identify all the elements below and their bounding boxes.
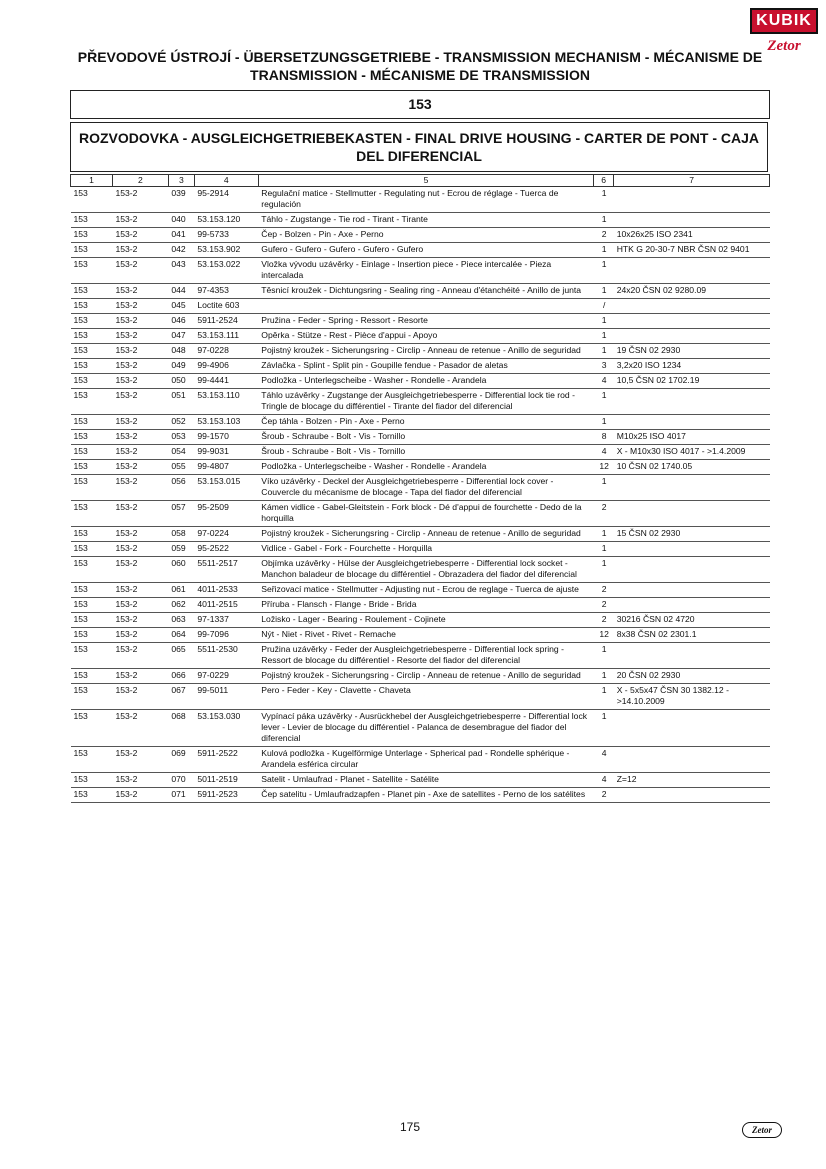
cell-part-number: 97-1337	[194, 613, 258, 628]
cell-quantity: 1	[594, 187, 614, 213]
cell-subgroup: 153-2	[112, 583, 168, 598]
column-header: 6	[594, 175, 614, 187]
table-row	[71, 598, 770, 613]
cell-note	[614, 747, 770, 773]
section-title-line1: ROZVODOVKA - AUSGLEICHGETRIEBEKASTEN - FINAL DRIVE HOUSING - CARTER DE PONT - CAJA	[78, 130, 760, 146]
cell-group: 153	[71, 710, 113, 747]
cell-note	[614, 314, 770, 329]
cell-description: Pojistný kroužek - Sicherungsring - Circlip - Anneau de retenue - Anillo de seguridad	[258, 344, 593, 359]
cell-description: Víko uzávěrky - Deckel der Ausgleichgetriebesperre - Differential lock cover - Couvercle du mécanisme de blocage - Tapa del fiador del diferencial	[258, 475, 593, 501]
cell-subgroup: 153-2	[112, 773, 168, 788]
cell-position: 051	[168, 389, 194, 415]
cell-subgroup: 153-2	[112, 213, 168, 228]
cell-quantity: 2	[594, 583, 614, 598]
table-row	[71, 359, 770, 374]
cell-position: 043	[168, 258, 194, 284]
cell-quantity: 2	[594, 598, 614, 613]
group-number: 153	[70, 90, 770, 119]
cell-part-number: 4011-2533	[194, 583, 258, 598]
cell-subgroup: 153-2	[112, 628, 168, 643]
column-header: 4	[194, 175, 258, 187]
cell-subgroup: 153-2	[112, 415, 168, 430]
cell-part-number: 53.153.111	[194, 329, 258, 344]
cell-part-number: 99-5733	[194, 228, 258, 243]
cell-subgroup: 153-2	[112, 359, 168, 374]
table-row	[71, 613, 770, 628]
cell-position: 067	[168, 684, 194, 710]
cell-part-number: 53.153.015	[194, 475, 258, 501]
cell-description: Čep satelitu - Umlaufradzapfen - Planet pin - Axe de satellites - Perno de los satélites	[258, 788, 593, 803]
cell-note: M10x25 ISO 4017	[614, 430, 770, 445]
cell-subgroup: 153-2	[112, 613, 168, 628]
table-row	[71, 542, 770, 557]
cell-quantity: 4	[594, 445, 614, 460]
cell-part-number: 5011-2519	[194, 773, 258, 788]
cell-subgroup: 153-2	[112, 344, 168, 359]
cell-group: 153	[71, 669, 113, 684]
cell-subgroup: 153-2	[112, 475, 168, 501]
cell-subgroup: 153-2	[112, 684, 168, 710]
cell-quantity: 1	[594, 243, 614, 258]
cell-subgroup: 153-2	[112, 374, 168, 389]
cell-note: 19 ČSN 02 2930	[614, 344, 770, 359]
cell-group: 153	[71, 243, 113, 258]
cell-subgroup: 153-2	[112, 788, 168, 803]
cell-group: 153	[71, 598, 113, 613]
footer-zetor-logo: Zetor	[742, 1122, 782, 1138]
cell-subgroup: 153-2	[112, 557, 168, 583]
cell-quantity: 8	[594, 430, 614, 445]
cell-quantity: 1	[594, 643, 614, 669]
cell-description: Kulová podložka - Kugelförmige Unterlage - Spherical pad - Rondelle sphérique - Arandela esférica circular	[258, 747, 593, 773]
cell-part-number: 5511-2517	[194, 557, 258, 583]
table-row	[71, 329, 770, 344]
cell-part-number: 99-1570	[194, 430, 258, 445]
cell-part-number: 95-2509	[194, 501, 258, 527]
cell-part-number: 53.153.022	[194, 258, 258, 284]
zetor-logo: Zetor	[767, 38, 801, 54]
cell-quantity: 1	[594, 542, 614, 557]
cell-position: 055	[168, 460, 194, 475]
cell-subgroup: 153-2	[112, 187, 168, 213]
column-header: 5	[258, 175, 593, 187]
table-row	[71, 773, 770, 788]
cell-position: 052	[168, 415, 194, 430]
cell-description: Vypínací páka uzávěrky - Ausrückhebel der Ausgleichgetriebesperre - Differential lock lever - Levier de blocage du différentiel - Palanca de desembrague del fiador del diferencial	[258, 710, 593, 747]
table-row	[71, 710, 770, 747]
column-header: 3	[168, 175, 194, 187]
table-header-row	[71, 175, 770, 187]
cell-quantity: 1	[594, 710, 614, 747]
cell-description: Pružina uzávěrky - Feder der Ausgleichgetriebesperre - Differential lock spring - Ressort de blocage du différentiel - Resorte del fiador del diferencial	[258, 643, 593, 669]
column-header: 1	[71, 175, 113, 187]
cell-part-number: 97-0229	[194, 669, 258, 684]
cell-group: 153	[71, 527, 113, 542]
cell-group: 153	[71, 643, 113, 669]
cell-position: 040	[168, 213, 194, 228]
cell-description: Gufero - Gufero - Gufero - Gufero - Gufero	[258, 243, 593, 258]
cell-part-number: 53.153.110	[194, 389, 258, 415]
cell-quantity: 1	[594, 314, 614, 329]
cell-group: 153	[71, 773, 113, 788]
cell-subgroup: 153-2	[112, 527, 168, 542]
cell-note	[614, 542, 770, 557]
cell-group: 153	[71, 613, 113, 628]
cell-description: Regulační matice - Stellmutter - Regulating nut - Ecrou de réglage - Tuerca de regulación	[258, 187, 593, 213]
cell-subgroup: 153-2	[112, 243, 168, 258]
cell-position: 066	[168, 669, 194, 684]
cell-note: 10 ČSN 02 1740.05	[614, 460, 770, 475]
cell-note: 8x38 ČSN 02 2301.1	[614, 628, 770, 643]
cell-position: 064	[168, 628, 194, 643]
cell-part-number: 4011-2515	[194, 598, 258, 613]
cell-position: 070	[168, 773, 194, 788]
cell-quantity: 1	[594, 557, 614, 583]
cell-subgroup: 153-2	[112, 460, 168, 475]
cell-quantity: 1	[594, 344, 614, 359]
cell-subgroup: 153-2	[112, 710, 168, 747]
cell-quantity: 12	[594, 460, 614, 475]
cell-quantity: 1	[594, 669, 614, 684]
cell-note: 15 ČSN 02 2930	[614, 527, 770, 542]
cell-subgroup: 153-2	[112, 430, 168, 445]
cell-part-number: 99-5011	[194, 684, 258, 710]
cell-part-number: 53.153.103	[194, 415, 258, 430]
table-row	[71, 583, 770, 598]
page-title	[60, 48, 780, 84]
cell-quantity: 1	[594, 329, 614, 344]
cell-description: Vložka vývodu uzávěrky - Einlage - Insertion piece - Piece intercalée - Pieza intercalada	[258, 258, 593, 284]
cell-group: 153	[71, 329, 113, 344]
cell-description: Nýt - Niet - Rivet - Rivet - Remache	[258, 628, 593, 643]
cell-subgroup: 153-2	[112, 258, 168, 284]
cell-note	[614, 389, 770, 415]
cell-quantity: 4	[594, 773, 614, 788]
cell-quantity: 1	[594, 284, 614, 299]
cell-quantity: 1	[594, 258, 614, 284]
cell-description: Pojistný kroužek - Sicherungsring - Circlip - Anneau de retenue - Anillo de seguridad	[258, 669, 593, 684]
table-row	[71, 213, 770, 228]
cell-group: 153	[71, 628, 113, 643]
cell-group: 153	[71, 583, 113, 598]
table-row	[71, 557, 770, 583]
cell-position: 054	[168, 445, 194, 460]
cell-quantity: 2	[594, 501, 614, 527]
cell-subgroup: 153-2	[112, 542, 168, 557]
cell-description: Šroub - Schraube - Bolt - Vis - Tornillo	[258, 445, 593, 460]
cell-part-number: 99-9031	[194, 445, 258, 460]
cell-description: Táhlo uzávěrky - Zugstange der Ausgleichgetriebesperre - Differential lock tie rod - Tringle de blocage du différentiel - Tirante del fiador del diferencial	[258, 389, 593, 415]
cell-description: Podložka - Unterlegscheibe - Washer - Rondelle - Arandela	[258, 374, 593, 389]
cell-quantity: 1	[594, 527, 614, 542]
cell-subgroup: 153-2	[112, 747, 168, 773]
cell-part-number: 95-2522	[194, 542, 258, 557]
cell-part-number: 53.153.902	[194, 243, 258, 258]
table-row	[71, 243, 770, 258]
cell-subgroup: 153-2	[112, 643, 168, 669]
cell-position: 046	[168, 314, 194, 329]
cell-description: Závlačka - Splint - Split pin - Goupille fendue - Pasador de aletas	[258, 359, 593, 374]
cell-note	[614, 475, 770, 501]
cell-note: 10,5 ČSN 02 1702.19	[614, 374, 770, 389]
table-row	[71, 258, 770, 284]
cell-note	[614, 299, 770, 314]
table-row	[71, 669, 770, 684]
cell-part-number: Loctite 603	[194, 299, 258, 314]
cell-part-number: 99-7096	[194, 628, 258, 643]
cell-position: 063	[168, 613, 194, 628]
cell-group: 153	[71, 344, 113, 359]
cell-note	[614, 329, 770, 344]
cell-quantity: 1	[594, 415, 614, 430]
column-header: 2	[112, 175, 168, 187]
cell-description: Čep táhla - Bolzen - Pin - Axe - Perno	[258, 415, 593, 430]
cell-position: 050	[168, 374, 194, 389]
cell-group: 153	[71, 284, 113, 299]
cell-part-number: 53.153.120	[194, 213, 258, 228]
cell-group: 153	[71, 445, 113, 460]
cell-quantity: 1	[594, 389, 614, 415]
page-number: 175	[399, 1120, 421, 1134]
cell-group: 153	[71, 213, 113, 228]
cell-description: Vidlice - Gabel - Fork - Fourchette - Horquilla	[258, 542, 593, 557]
cell-note	[614, 557, 770, 583]
cell-group: 153	[71, 475, 113, 501]
cell-position: 068	[168, 710, 194, 747]
cell-position: 049	[168, 359, 194, 374]
cell-group: 153	[71, 359, 113, 374]
cell-position: 053	[168, 430, 194, 445]
parts-table-body	[71, 187, 770, 803]
cell-group: 153	[71, 415, 113, 430]
cell-subgroup: 153-2	[112, 669, 168, 684]
cell-description: Kámen vidlice - Gabel-Gleitstein - Fork block - Dé d'appui de fourchette - Dedo de la horquilla	[258, 501, 593, 527]
cell-subgroup: 153-2	[112, 445, 168, 460]
cell-group: 153	[71, 299, 113, 314]
cell-note: Z=12	[614, 773, 770, 788]
table-row	[71, 284, 770, 299]
table-row	[71, 684, 770, 710]
page-title-line1: PŘEVODOVÉ ÚSTROJÍ - ÜBERSETZUNGSGETRIEBE - TRANSMISSION MECHANISM - MÉCANISME DE	[77, 49, 763, 65]
table-row	[71, 475, 770, 501]
cell-group: 153	[71, 314, 113, 329]
cell-part-number: 5511-2530	[194, 643, 258, 669]
table-row	[71, 445, 770, 460]
cell-part-number: 99-4807	[194, 460, 258, 475]
cell-quantity: 1	[594, 684, 614, 710]
cell-description: Těsnicí kroužek - Dichtungsring - Sealing ring - Anneau d'étanchéité - Anillo de junta	[258, 284, 593, 299]
cell-description: Pojistný kroužek - Sicherungsring - Circlip - Anneau de retenue - Anillo de seguridad	[258, 527, 593, 542]
cell-part-number: 5911-2523	[194, 788, 258, 803]
cell-group: 153	[71, 187, 113, 213]
cell-quantity: 1	[594, 213, 614, 228]
cell-position: 062	[168, 598, 194, 613]
parts-table	[70, 174, 770, 803]
table-row	[71, 501, 770, 527]
section-title-line2: DEL DIFERENCIAL	[356, 148, 482, 164]
cell-description: Objímka uzávěrky - Hülse der Ausgleichgetriebesperre - Differential lock socket - Manchon baladeur de blocage du différentiel - Obrazadera del fiador del diferencial	[258, 557, 593, 583]
cell-position: 048	[168, 344, 194, 359]
cell-note: 10x26x25 ISO 2341	[614, 228, 770, 243]
cell-description	[258, 299, 593, 314]
cell-note: 30216 ČSN 02 4720	[614, 613, 770, 628]
cell-part-number: 5911-2524	[194, 314, 258, 329]
cell-note	[614, 501, 770, 527]
section-title	[70, 122, 768, 172]
cell-position: 060	[168, 557, 194, 583]
cell-group: 153	[71, 228, 113, 243]
cell-position: 041	[168, 228, 194, 243]
cell-position: 069	[168, 747, 194, 773]
table-row	[71, 788, 770, 803]
cell-part-number: 97-0228	[194, 344, 258, 359]
column-header: 7	[614, 175, 770, 187]
cell-part-number: 97-0224	[194, 527, 258, 542]
cell-description: Pero - Feder - Key - Clavette - Chaveta	[258, 684, 593, 710]
cell-quantity: 12	[594, 628, 614, 643]
table-row	[71, 643, 770, 669]
cell-description: Seřizovací matice - Stellmutter - Adjusting nut - Ecrou de reglage - Tuerca de ajuste	[258, 583, 593, 598]
cell-note: 20 ČSN 02 2930	[614, 669, 770, 684]
cell-position: 039	[168, 187, 194, 213]
cell-part-number: 53.153.030	[194, 710, 258, 747]
cell-note: X - 5x5x47 ČSN 30 1382.12 - >14.10.2009	[614, 684, 770, 710]
cell-group: 153	[71, 542, 113, 557]
page-title-line2: TRANSMISSION - MÉCANISME DE TRANSMISSION	[250, 67, 590, 83]
cell-subgroup: 153-2	[112, 598, 168, 613]
table-row	[71, 344, 770, 359]
cell-position: 065	[168, 643, 194, 669]
cell-description: Táhlo - Zugstange - Tie rod - Tirant - Tirante	[258, 213, 593, 228]
table-row	[71, 299, 770, 314]
table-row	[71, 415, 770, 430]
table-row	[71, 314, 770, 329]
cell-quantity: 4	[594, 374, 614, 389]
cell-note	[614, 598, 770, 613]
cell-description: Čep - Bolzen - Pin - Axe - Perno	[258, 228, 593, 243]
cell-group: 153	[71, 258, 113, 284]
cell-note: 3,2x20 ISO 1234	[614, 359, 770, 374]
cell-position: 071	[168, 788, 194, 803]
cell-group: 153	[71, 501, 113, 527]
cell-part-number: 5911-2522	[194, 747, 258, 773]
cell-group: 153	[71, 684, 113, 710]
cell-subgroup: 153-2	[112, 284, 168, 299]
cell-note: HTK G 20-30-7 NBR ČSN 02 9401	[614, 243, 770, 258]
cell-subgroup: 153-2	[112, 299, 168, 314]
cell-quantity: 2	[594, 228, 614, 243]
cell-description: Ložisko - Lager - Bearing - Roulement - Cojinete	[258, 613, 593, 628]
cell-position: 056	[168, 475, 194, 501]
cell-position: 061	[168, 583, 194, 598]
cell-description: Příruba - Flansch - Flange - Bride - Brida	[258, 598, 593, 613]
cell-note	[614, 187, 770, 213]
cell-description: Opěrka - Stütze - Rest - Pièce d'appui - Apoyo	[258, 329, 593, 344]
cell-subgroup: 153-2	[112, 314, 168, 329]
cell-description: Šroub - Schraube - Bolt - Vis - Tornillo	[258, 430, 593, 445]
cell-note	[614, 643, 770, 669]
cell-note: X - M10x30 ISO 4017 - >1.4.2009	[614, 445, 770, 460]
table-row	[71, 460, 770, 475]
cell-subgroup: 153-2	[112, 228, 168, 243]
cell-quantity: 2	[594, 788, 614, 803]
cell-subgroup: 153-2	[112, 329, 168, 344]
cell-quantity: /	[594, 299, 614, 314]
table-row	[71, 527, 770, 542]
table-row	[71, 747, 770, 773]
cell-subgroup: 153-2	[112, 389, 168, 415]
table-row	[71, 628, 770, 643]
cell-position: 059	[168, 542, 194, 557]
cell-group: 153	[71, 460, 113, 475]
cell-position: 058	[168, 527, 194, 542]
cell-quantity: 1	[594, 475, 614, 501]
kubik-logo: KUBIK	[750, 8, 818, 34]
cell-description: Pružina - Feder - Spring - Ressort - Resorte	[258, 314, 593, 329]
cell-subgroup: 153-2	[112, 501, 168, 527]
cell-group: 153	[71, 374, 113, 389]
cell-part-number: 99-4441	[194, 374, 258, 389]
cell-quantity: 4	[594, 747, 614, 773]
cell-note	[614, 213, 770, 228]
cell-position: 045	[168, 299, 194, 314]
cell-note	[614, 258, 770, 284]
cell-description: Podložka - Unterlegscheibe - Washer - Rondelle - Arandela	[258, 460, 593, 475]
cell-description: Satelit - Umlaufrad - Planet - Satellite - Satélite	[258, 773, 593, 788]
table-row	[71, 389, 770, 415]
cell-note	[614, 583, 770, 598]
cell-position: 057	[168, 501, 194, 527]
cell-group: 153	[71, 788, 113, 803]
cell-position: 047	[168, 329, 194, 344]
cell-group: 153	[71, 430, 113, 445]
cell-quantity: 2	[594, 613, 614, 628]
cell-group: 153	[71, 747, 113, 773]
table-row	[71, 374, 770, 389]
cell-part-number: 95-2914	[194, 187, 258, 213]
cell-note: 24x20 ČSN 02 9280.09	[614, 284, 770, 299]
cell-group: 153	[71, 557, 113, 583]
cell-position: 044	[168, 284, 194, 299]
cell-note	[614, 710, 770, 747]
table-row	[71, 187, 770, 213]
cell-part-number: 99-4906	[194, 359, 258, 374]
cell-note	[614, 788, 770, 803]
table-row	[71, 430, 770, 445]
cell-position: 042	[168, 243, 194, 258]
cell-part-number: 97-4353	[194, 284, 258, 299]
cell-quantity: 3	[594, 359, 614, 374]
cell-note	[614, 415, 770, 430]
cell-group: 153	[71, 389, 113, 415]
table-row	[71, 228, 770, 243]
